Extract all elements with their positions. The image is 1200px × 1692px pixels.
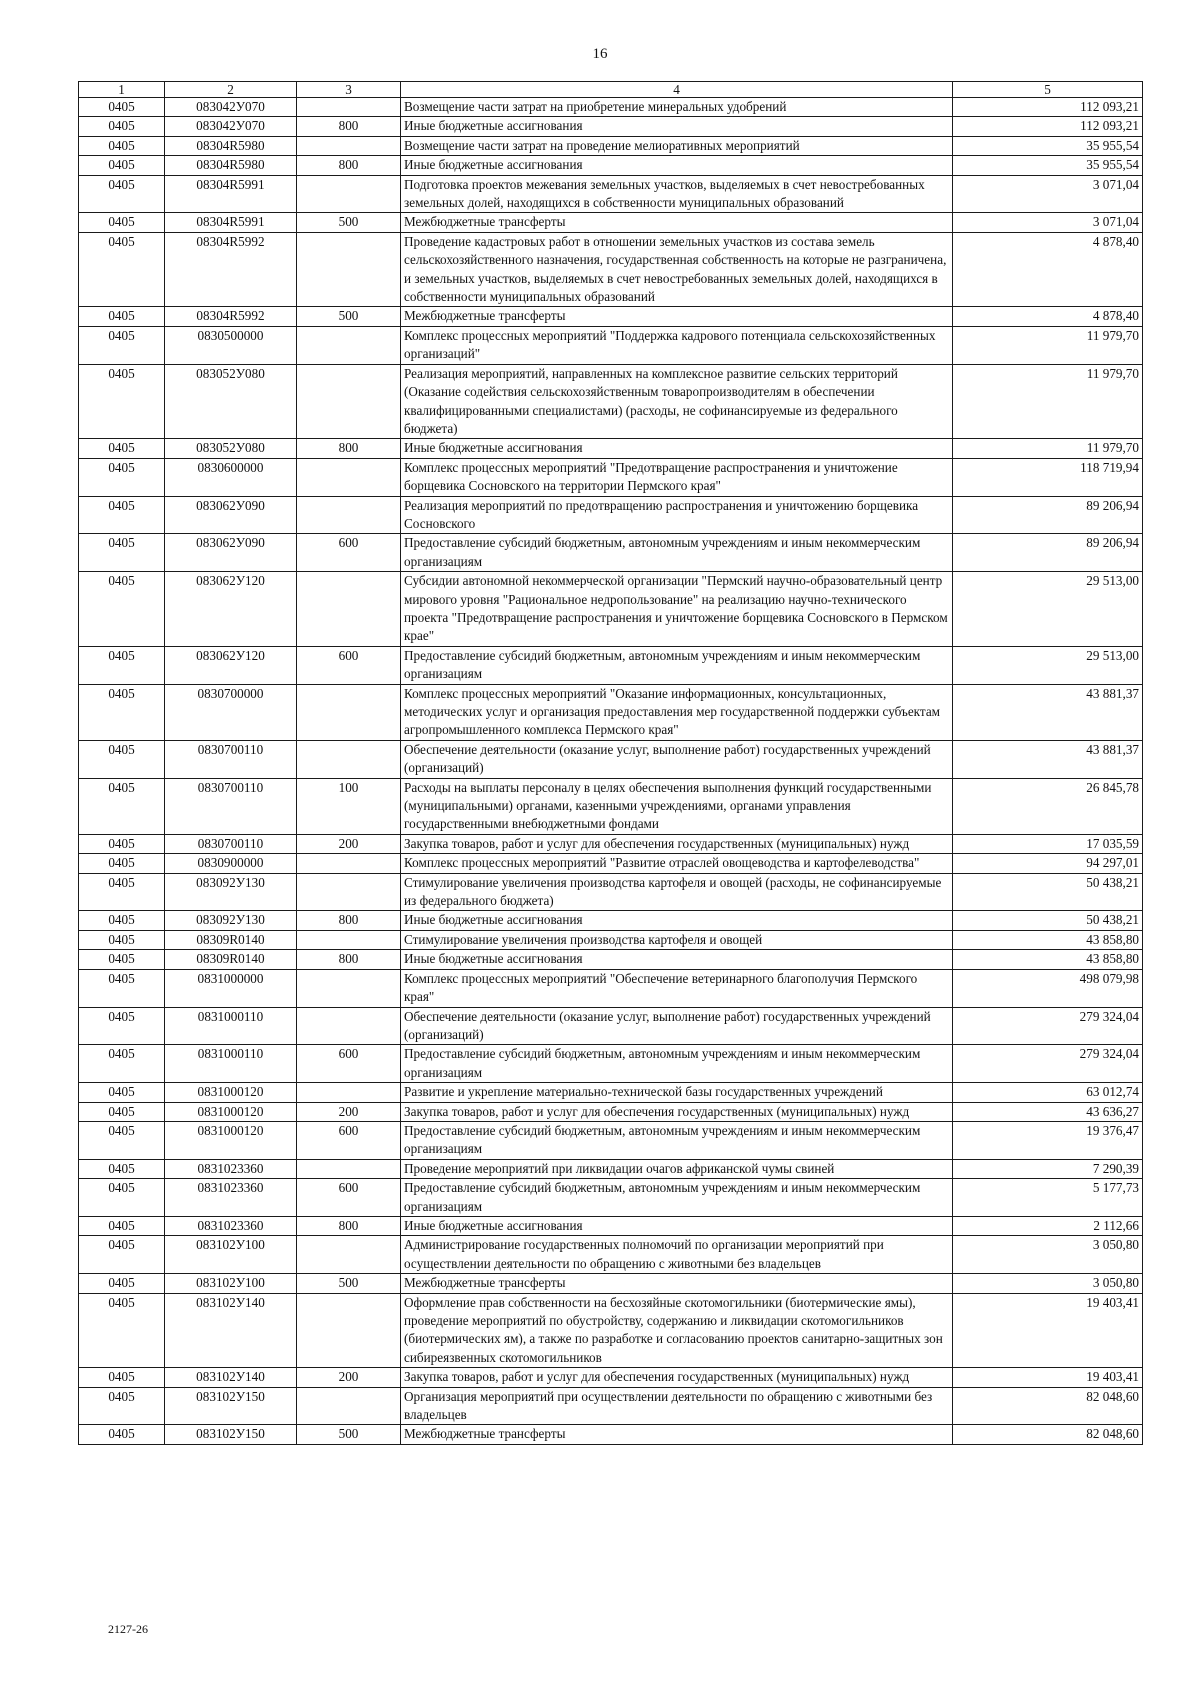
amount-cell: 7 290,39: [953, 1159, 1143, 1178]
section-code-cell: 0405: [79, 834, 165, 853]
section-code-cell: 0405: [79, 1159, 165, 1178]
section-code-cell: 0405: [79, 873, 165, 911]
expense-type-cell: 600: [297, 1045, 401, 1083]
expense-type-cell: 600: [297, 1121, 401, 1159]
section-code-cell: 0405: [79, 534, 165, 572]
target-article-cell: 083042У070: [165, 98, 297, 117]
table-row: [79, 439, 1143, 458]
expense-type-cell: [297, 854, 401, 873]
amount-cell: 43 858,80: [953, 950, 1143, 969]
expense-type-cell: [297, 930, 401, 949]
expense-type-cell: [297, 1007, 401, 1045]
amount-cell: 82 048,60: [953, 1387, 1143, 1425]
amount-cell: 3 050,80: [953, 1274, 1143, 1293]
amount-cell: 4 878,40: [953, 232, 1143, 307]
target-article-cell: 0831000120: [165, 1121, 297, 1159]
section-code-cell: 0405: [79, 175, 165, 213]
amount-cell: 112 093,21: [953, 98, 1143, 117]
expense-type-cell: [297, 1293, 401, 1368]
section-code-cell: 0405: [79, 930, 165, 949]
amount-cell: 35 955,54: [953, 156, 1143, 175]
expense-type-cell: [297, 1236, 401, 1274]
target-article-cell: 0830600000: [165, 458, 297, 496]
amount-cell: 19 376,47: [953, 1121, 1143, 1159]
description-cell: Организация мероприятий при осуществлении деятельности по обращению с животными без владельцев: [401, 1387, 953, 1425]
target-article-cell: 0830900000: [165, 854, 297, 873]
target-article-cell: 0831023360: [165, 1159, 297, 1178]
description-cell: Обеспечение деятельности (оказание услуг, выполнение работ) государственных учреждений (организаций): [401, 740, 953, 778]
amount-cell: 279 324,04: [953, 1007, 1143, 1045]
description-cell: Комплекс процессных мероприятий "Поддержка кадрового потенциала сельскохозяйственных организаций": [401, 326, 953, 364]
amount-cell: 19 403,41: [953, 1293, 1143, 1368]
expense-type-cell: 800: [297, 911, 401, 930]
section-code-cell: 0405: [79, 1368, 165, 1387]
description-cell: Межбюджетные трансферты: [401, 1425, 953, 1444]
table-row: [79, 1159, 1143, 1178]
expense-type-cell: 600: [297, 1179, 401, 1217]
table-row: [79, 232, 1143, 307]
section-code-cell: 0405: [79, 740, 165, 778]
description-cell: Проведение мероприятий при ликвидации очагов африканской чумы свиней: [401, 1159, 953, 1178]
target-article-cell: 0831000120: [165, 1083, 297, 1102]
target-article-cell: 0830700000: [165, 684, 297, 740]
section-code-cell: 0405: [79, 854, 165, 873]
amount-cell: 11 979,70: [953, 439, 1143, 458]
section-code-cell: 0405: [79, 1293, 165, 1368]
section-code-cell: 0405: [79, 213, 165, 232]
table-row: [79, 1293, 1143, 1368]
amount-cell: 279 324,04: [953, 1045, 1143, 1083]
table-row: [79, 1121, 1143, 1159]
description-cell: Обеспечение деятельности (оказание услуг, выполнение работ) государственных учреждений (организаций): [401, 1007, 953, 1045]
description-cell: Комплекс процессных мероприятий "Оказание информационных, консультационных, методических услуг и организация предоставления мер государственной поддержки субъектам агропромышленного комплекса Пермского края": [401, 684, 953, 740]
amount-cell: 5 177,73: [953, 1179, 1143, 1217]
description-cell: Развитие и укрепление материально-технической базы государственных учреждений: [401, 1083, 953, 1102]
expense-type-cell: 200: [297, 1102, 401, 1121]
table-row: [79, 458, 1143, 496]
target-article-cell: 083062У090: [165, 496, 297, 534]
section-code-cell: 0405: [79, 911, 165, 930]
amount-cell: 29 513,00: [953, 646, 1143, 684]
section-code-cell: 0405: [79, 778, 165, 834]
target-article-cell: 083102У150: [165, 1425, 297, 1444]
description-cell: Предоставление субсидий бюджетным, автономным учреждениям и иным некоммерческим организациям: [401, 646, 953, 684]
description-cell: Расходы на выплаты персоналу в целях обеспечения выполнения функций государственными (муниципальными) органами, казенными учреждениями, органами управления государственными внебюджетными фондами: [401, 778, 953, 834]
description-cell: Возмещение части затрат на приобретение минеральных удобрений: [401, 98, 953, 117]
target-article-cell: 083102У100: [165, 1236, 297, 1274]
description-cell: Администрирование государственных полномочий по организации мероприятий при осуществлении деятельности по обращению с животными без владельцев: [401, 1236, 953, 1274]
amount-cell: 94 297,01: [953, 854, 1143, 873]
target-article-cell: 08304R5980: [165, 156, 297, 175]
column-header-section: 1: [79, 82, 165, 98]
target-article-cell: 08304R5991: [165, 213, 297, 232]
table-row: [79, 117, 1143, 136]
expense-type-cell: 500: [297, 1274, 401, 1293]
expense-type-cell: [297, 364, 401, 439]
document-footer-code: 2127-26: [108, 1622, 148, 1636]
table-row: [79, 834, 1143, 853]
amount-cell: 17 035,59: [953, 834, 1143, 853]
table-row: [79, 1236, 1143, 1274]
table-row: [79, 1083, 1143, 1102]
section-code-cell: 0405: [79, 969, 165, 1007]
table-row: [79, 854, 1143, 873]
target-article-cell: 0831000110: [165, 1007, 297, 1045]
amount-cell: 50 438,21: [953, 911, 1143, 930]
description-cell: Комплекс процессных мероприятий "Предотвращение распространения и уничтожение борщевика Сосновского на территории Пермского края": [401, 458, 953, 496]
table-header-row: [79, 82, 1143, 98]
section-code-cell: 0405: [79, 98, 165, 117]
expense-type-cell: 100: [297, 778, 401, 834]
table-row: [79, 98, 1143, 117]
expense-type-cell: 800: [297, 950, 401, 969]
target-article-cell: 0831000110: [165, 1045, 297, 1083]
section-code-cell: 0405: [79, 1045, 165, 1083]
table-row: [79, 326, 1143, 364]
expense-type-cell: [297, 873, 401, 911]
target-article-cell: 083092У130: [165, 873, 297, 911]
expense-type-cell: [297, 458, 401, 496]
section-code-cell: 0405: [79, 1083, 165, 1102]
target-article-cell: 0830700110: [165, 834, 297, 853]
section-code-cell: 0405: [79, 136, 165, 155]
table-row: [79, 778, 1143, 834]
amount-cell: 11 979,70: [953, 364, 1143, 439]
section-code-cell: 0405: [79, 1007, 165, 1045]
amount-cell: 3 050,80: [953, 1236, 1143, 1274]
description-cell: Иные бюджетные ассигнования: [401, 117, 953, 136]
table-row: [79, 496, 1143, 534]
table-row: [79, 1274, 1143, 1293]
amount-cell: 26 845,78: [953, 778, 1143, 834]
table-row: [79, 911, 1143, 930]
expense-type-cell: [297, 684, 401, 740]
description-cell: Стимулирование увеличения производства картофеля и овощей (расходы, не софинансируемые из федерального бюджета): [401, 873, 953, 911]
table-row: [79, 1387, 1143, 1425]
section-code-cell: 0405: [79, 156, 165, 175]
page-number: 16: [592, 46, 608, 62]
target-article-cell: 083062У120: [165, 572, 297, 647]
target-article-cell: 0831023360: [165, 1216, 297, 1235]
description-cell: Предоставление субсидий бюджетным, автономным учреждениям и иным некоммерческим организациям: [401, 534, 953, 572]
target-article-cell: 0830700110: [165, 778, 297, 834]
description-cell: Возмещение части затрат на проведение мелиоративных мероприятий: [401, 136, 953, 155]
section-code-cell: 0405: [79, 1425, 165, 1444]
expense-type-cell: 800: [297, 156, 401, 175]
expense-type-cell: 800: [297, 117, 401, 136]
description-cell: Предоставление субсидий бюджетным, автономным учреждениям и иным некоммерческим организациям: [401, 1121, 953, 1159]
amount-cell: 43 858,80: [953, 930, 1143, 949]
description-cell: Предоставление субсидий бюджетным, автономным учреждениям и иным некоммерческим организациям: [401, 1045, 953, 1083]
description-cell: Межбюджетные трансферты: [401, 1274, 953, 1293]
expense-type-cell: 500: [297, 213, 401, 232]
table-row: [79, 572, 1143, 647]
target-article-cell: 08304R5992: [165, 232, 297, 307]
expense-type-cell: [297, 969, 401, 1007]
expense-type-cell: [297, 1083, 401, 1102]
expense-type-cell: [297, 496, 401, 534]
description-cell: Реализация мероприятий по предотвращению распространения и уничтожению борщевика Сосновского: [401, 496, 953, 534]
amount-cell: 43 881,37: [953, 740, 1143, 778]
expense-type-cell: 500: [297, 307, 401, 326]
table-row: [79, 364, 1143, 439]
expense-type-cell: [297, 572, 401, 647]
description-cell: Комплекс процессных мероприятий "Развитие отраслей овощеводства и картофелеводства": [401, 854, 953, 873]
amount-cell: 19 403,41: [953, 1368, 1143, 1387]
table-row: [79, 873, 1143, 911]
expense-type-cell: [297, 175, 401, 213]
description-cell: Предоставление субсидий бюджетным, автономным учреждениям и иным некоммерческим организациям: [401, 1179, 953, 1217]
amount-cell: 498 079,98: [953, 969, 1143, 1007]
column-header-expense-type: 3: [297, 82, 401, 98]
section-code-cell: 0405: [79, 458, 165, 496]
amount-cell: 63 012,74: [953, 1083, 1143, 1102]
table-row: [79, 930, 1143, 949]
expense-type-cell: [297, 326, 401, 364]
section-code-cell: 0405: [79, 1216, 165, 1235]
table-row: [79, 684, 1143, 740]
table-row: [79, 1102, 1143, 1121]
description-cell: Иные бюджетные ассигнования: [401, 156, 953, 175]
description-cell: Иные бюджетные ассигнования: [401, 950, 953, 969]
table-row: [79, 1425, 1143, 1444]
target-article-cell: 083092У130: [165, 911, 297, 930]
target-article-cell: 0831023360: [165, 1179, 297, 1217]
description-cell: Межбюджетные трансферты: [401, 307, 953, 326]
section-code-cell: 0405: [79, 1236, 165, 1274]
section-code-cell: 0405: [79, 1387, 165, 1425]
expense-type-cell: 800: [297, 439, 401, 458]
section-code-cell: 0405: [79, 496, 165, 534]
expense-type-cell: 600: [297, 534, 401, 572]
column-header-description: 4: [401, 82, 953, 98]
section-code-cell: 0405: [79, 572, 165, 647]
table-row: [79, 1045, 1143, 1083]
target-article-cell: 0831000120: [165, 1102, 297, 1121]
amount-cell: 11 979,70: [953, 326, 1143, 364]
amount-cell: 2 112,66: [953, 1216, 1143, 1235]
amount-cell: 112 093,21: [953, 117, 1143, 136]
description-cell: Иные бюджетные ассигнования: [401, 1216, 953, 1235]
section-code-cell: 0405: [79, 646, 165, 684]
table-row: [79, 156, 1143, 175]
section-code-cell: 0405: [79, 439, 165, 458]
section-code-cell: 0405: [79, 364, 165, 439]
description-cell: Проведение кадастровых работ в отношении земельных участков из состава земель сельскохозяйственного назначения, государственная собственность на которые не разграничена, и земельных участков, выделяемых в счет невостребованных земельных долей, находящихся в собственности муниципальных образований: [401, 232, 953, 307]
target-article-cell: 083062У090: [165, 534, 297, 572]
amount-cell: 50 438,21: [953, 873, 1143, 911]
section-code-cell: 0405: [79, 307, 165, 326]
table-row: [79, 646, 1143, 684]
budget-table: [78, 81, 1143, 1445]
amount-cell: 35 955,54: [953, 136, 1143, 155]
table-row: [79, 740, 1143, 778]
target-article-cell: 0831000000: [165, 969, 297, 1007]
amount-cell: 43 881,37: [953, 684, 1143, 740]
expense-type-cell: [297, 1387, 401, 1425]
table-row: [79, 1216, 1143, 1235]
expense-type-cell: [297, 98, 401, 117]
section-code-cell: 0405: [79, 684, 165, 740]
table-row: [79, 1007, 1143, 1045]
table-body: [79, 98, 1143, 1445]
amount-cell: 118 719,94: [953, 458, 1143, 496]
description-cell: Комплекс процессных мероприятий "Обеспечение ветеринарного благополучия Пермского края": [401, 969, 953, 1007]
target-article-cell: 083062У120: [165, 646, 297, 684]
section-code-cell: 0405: [79, 1179, 165, 1217]
description-cell: Стимулирование увеличения производства картофеля и овощей: [401, 930, 953, 949]
expense-type-cell: [297, 136, 401, 155]
section-code-cell: 0405: [79, 232, 165, 307]
description-cell: Закупка товаров, работ и услуг для обеспечения государственных (муниципальных) нужд: [401, 1368, 953, 1387]
section-code-cell: 0405: [79, 1121, 165, 1159]
target-article-cell: 083102У140: [165, 1368, 297, 1387]
table-row: [79, 969, 1143, 1007]
target-article-cell: 08309R0140: [165, 950, 297, 969]
expense-type-cell: [297, 740, 401, 778]
expense-type-cell: [297, 232, 401, 307]
amount-cell: 89 206,94: [953, 534, 1143, 572]
target-article-cell: 08304R5992: [165, 307, 297, 326]
section-code-cell: 0405: [79, 1102, 165, 1121]
amount-cell: 43 636,27: [953, 1102, 1143, 1121]
target-article-cell: 083052У080: [165, 439, 297, 458]
amount-cell: 4 878,40: [953, 307, 1143, 326]
column-header-amount: 5: [953, 82, 1143, 98]
amount-cell: 3 071,04: [953, 213, 1143, 232]
table-row: [79, 136, 1143, 155]
expense-type-cell: 800: [297, 1216, 401, 1235]
target-article-cell: 08309R0140: [165, 930, 297, 949]
description-cell: Межбюджетные трансферты: [401, 213, 953, 232]
table-row: [79, 1368, 1143, 1387]
section-code-cell: 0405: [79, 117, 165, 136]
table-row: [79, 950, 1143, 969]
column-header-target-code: 2: [165, 82, 297, 98]
target-article-cell: 0830500000: [165, 326, 297, 364]
target-article-cell: 0830700110: [165, 740, 297, 778]
target-article-cell: 083102У100: [165, 1274, 297, 1293]
expense-type-cell: 200: [297, 1368, 401, 1387]
target-article-cell: 083042У070: [165, 117, 297, 136]
table-row: [79, 1179, 1143, 1217]
section-code-cell: 0405: [79, 326, 165, 364]
amount-cell: 3 071,04: [953, 175, 1143, 213]
table-row: [79, 534, 1143, 572]
description-cell: Оформление прав собственности на бесхозяйные скотомогильники (биотермические ямы), проведение мероприятий по обустройству, содержанию и ликвидации скотомогильников (биотермических ям), а также по разработке и согласованию проектов санитарно-защитных зон сибиреязвенных скотомогильников: [401, 1293, 953, 1368]
expense-type-cell: 500: [297, 1425, 401, 1444]
table-row: [79, 175, 1143, 213]
target-article-cell: 083102У140: [165, 1293, 297, 1368]
description-cell: Реализация мероприятий, направленных на комплексное развитие сельских территорий (Оказание содействия сельскохозяйственным товаропроизводителям в обеспечении квалифицированными специалистами) (расходы, не софинансируемые из федерального бюджета): [401, 364, 953, 439]
table-row: [79, 213, 1143, 232]
description-cell: Субсидии автономной некоммерческой организации "Пермский научно-образовательный центр мирового уровня "Рациональное недропользование" на реализацию научно-технического проекта "Предотвращение распространения и уничтожение борщевика Сосновского в Пермском крае": [401, 572, 953, 647]
amount-cell: 82 048,60: [953, 1425, 1143, 1444]
expense-type-cell: 600: [297, 646, 401, 684]
description-cell: Подготовка проектов межевания земельных участков, выделяемых в счет невостребованных земельных долей, находящихся в собственности муниципальных образований: [401, 175, 953, 213]
description-cell: Закупка товаров, работ и услуг для обеспечения государственных (муниципальных) нужд: [401, 1102, 953, 1121]
section-code-cell: 0405: [79, 1274, 165, 1293]
description-cell: Иные бюджетные ассигнования: [401, 439, 953, 458]
description-cell: Закупка товаров, работ и услуг для обеспечения государственных (муниципальных) нужд: [401, 834, 953, 853]
target-article-cell: 08304R5980: [165, 136, 297, 155]
section-code-cell: 0405: [79, 950, 165, 969]
target-article-cell: 083102У150: [165, 1387, 297, 1425]
target-article-cell: 08304R5991: [165, 175, 297, 213]
description-cell: Иные бюджетные ассигнования: [401, 911, 953, 930]
amount-cell: 29 513,00: [953, 572, 1143, 647]
table-row: [79, 307, 1143, 326]
target-article-cell: 083052У080: [165, 364, 297, 439]
expense-type-cell: 200: [297, 834, 401, 853]
amount-cell: 89 206,94: [953, 496, 1143, 534]
expense-type-cell: [297, 1159, 401, 1178]
